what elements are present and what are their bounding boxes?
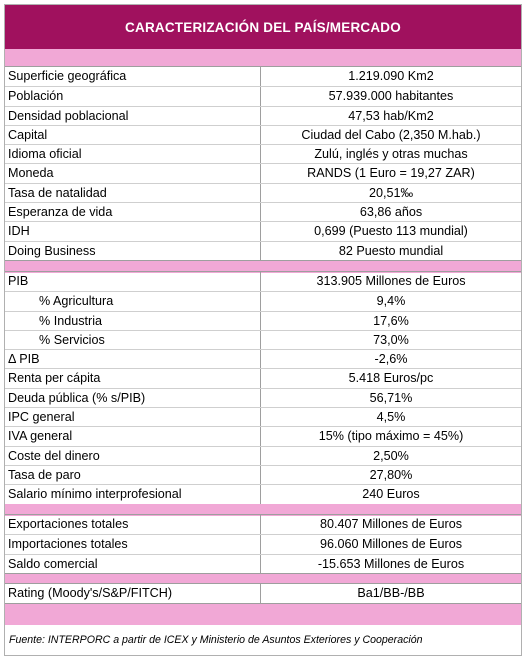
separator-band — [5, 604, 521, 625]
table-row — [5, 183, 521, 202]
table-row — [5, 163, 521, 182]
table-title: CARACTERIZACIÓN DEL PAÍS/MERCADO — [125, 19, 401, 35]
row-label: Moneda — [5, 164, 261, 182]
table-row — [5, 534, 521, 553]
table-row — [5, 86, 521, 105]
row-label: Idioma oficial — [5, 145, 261, 163]
table-row — [5, 67, 521, 86]
row-label: % Agricultura — [5, 292, 261, 310]
row-value: 2,50% — [373, 448, 409, 463]
table-row — [5, 554, 521, 573]
row-value: 313.905 Millones de Euros — [316, 274, 466, 288]
section-trade — [5, 514, 521, 574]
row-label: Capital — [5, 126, 261, 144]
row-label: Tasa de natalidad — [5, 184, 261, 202]
market-table — [4, 4, 522, 656]
row-value: 1.219.090 Km2 — [348, 69, 434, 83]
section-general — [5, 66, 521, 261]
row-value: 240 Euros — [362, 487, 420, 502]
table-row — [5, 584, 521, 603]
source-note: Fuente: INTERPORC a partir de ICEX y Ministerio de Asuntos Exteriores y Cooperación — [9, 634, 423, 646]
row-value: 20,51‰ — [368, 185, 414, 200]
table-row — [5, 407, 521, 426]
table-row — [5, 125, 521, 144]
row-label: Δ PIB — [5, 350, 261, 368]
row-value: -2,6% — [374, 352, 408, 367]
table-row — [5, 106, 521, 125]
row-label: % Servicios — [5, 331, 261, 349]
row-label: % Industria — [5, 312, 261, 330]
row-value: 47,53 hab/Km2 — [348, 108, 434, 123]
row-value: 4,5% — [376, 410, 406, 425]
row-value: RANDS (1 Euro = 19,27 ZAR) — [307, 166, 475, 181]
row-value: 57.939.000 habitantes — [328, 89, 454, 104]
table-row — [5, 330, 521, 349]
row-value: 82 Puesto mundial — [338, 243, 444, 258]
row-label: Población — [5, 87, 261, 105]
table-row — [5, 484, 521, 503]
row-label: PIB — [5, 272, 261, 291]
row-label: Superficie geográfica — [5, 67, 261, 86]
table-row — [5, 426, 521, 445]
row-value: 17,6% — [373, 313, 409, 328]
row-value: 0,699 (Puesto 113 mundial) — [314, 224, 468, 239]
row-label: Doing Business — [5, 242, 261, 260]
table-row — [5, 144, 521, 163]
table-row — [5, 221, 521, 240]
row-value: 56,71% — [369, 390, 413, 405]
row-label: Importaciones totales — [5, 535, 261, 553]
row-label: Exportaciones totales — [5, 515, 261, 534]
table-header — [5, 5, 521, 49]
table-row — [5, 202, 521, 221]
row-value: 27,80% — [369, 467, 413, 482]
row-value: 15% (tipo máximo = 45%) — [318, 429, 464, 444]
row-label: Esperanza de vida — [5, 203, 261, 221]
row-label: Renta per cápita — [5, 369, 261, 387]
row-value: 63,86 años — [359, 205, 423, 220]
separator-band — [5, 49, 521, 66]
row-value: Zulú, inglés y otras muchas — [314, 147, 468, 162]
row-value: 80.407 Millones de Euros — [319, 517, 463, 531]
row-value: 9,4% — [376, 294, 406, 309]
table-row — [5, 446, 521, 465]
table-row — [5, 368, 521, 387]
table-row — [5, 241, 521, 260]
row-label: Deuda pública (% s/PIB) — [5, 389, 261, 407]
row-label: Tasa de paro — [5, 466, 261, 484]
row-value: 73,0% — [373, 332, 409, 347]
row-value: 5.418 Euros/pc — [348, 371, 434, 386]
row-label: Salario mínimo interprofesional — [5, 485, 261, 503]
table-row — [5, 515, 521, 534]
row-label: Rating (Moody's/S&P/FITCH) — [5, 584, 261, 603]
table-row — [5, 388, 521, 407]
table-row — [5, 311, 521, 330]
row-value: Ba1/BB-/BB — [357, 586, 425, 600]
row-label: Saldo comercial — [5, 555, 261, 573]
row-label: IDH — [5, 222, 261, 240]
row-label: IPC general — [5, 408, 261, 426]
row-label: Coste del dinero — [5, 447, 261, 465]
table-row — [5, 272, 521, 291]
row-value: 96.060 Millones de Euros — [319, 537, 463, 552]
row-value: Ciudad del Cabo (2,350 M.hab.) — [301, 127, 481, 142]
row-value: -15.653 Millones de Euros — [317, 556, 465, 571]
row-label: IVA general — [5, 427, 261, 445]
row-label: Densidad poblacional — [5, 107, 261, 125]
table-row — [5, 465, 521, 484]
table-row — [5, 291, 521, 310]
section-rating — [5, 583, 521, 604]
table-row — [5, 349, 521, 368]
section-economy — [5, 271, 521, 505]
